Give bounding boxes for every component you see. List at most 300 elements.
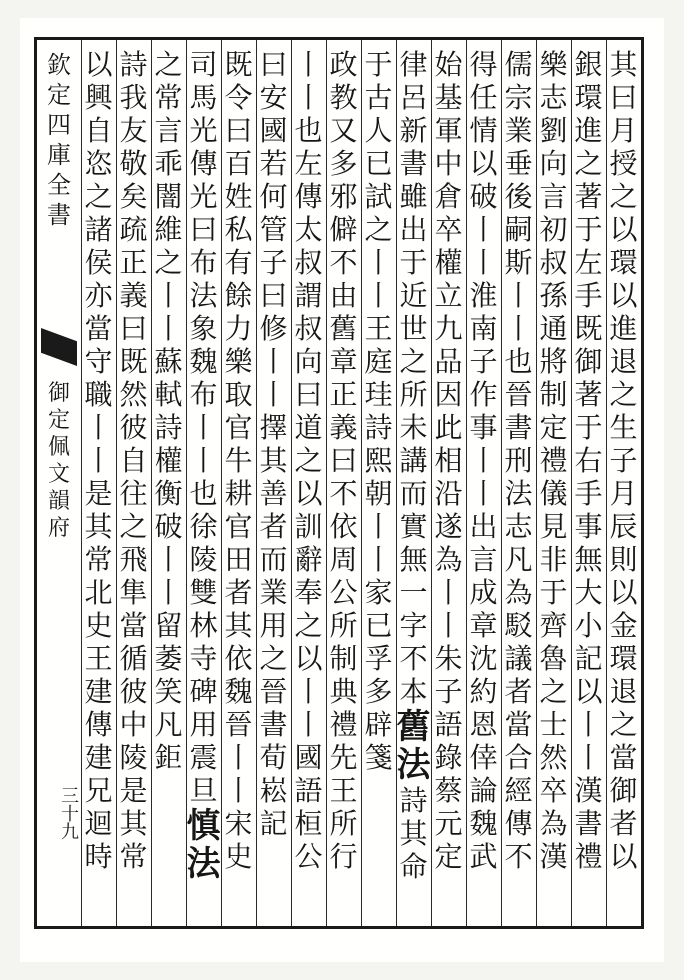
glyph: 言: [539, 180, 568, 213]
glyph: 私: [224, 213, 253, 246]
glyph: 已: [364, 609, 393, 642]
glyph: 多: [329, 147, 358, 180]
glyph: 魯: [539, 642, 568, 675]
glyph: 田: [224, 543, 253, 576]
text-column: [502, 48, 535, 918]
glyph: 辭: [294, 543, 323, 576]
glyph: 不: [399, 642, 428, 675]
text-column: [257, 48, 290, 918]
glyph: 以: [609, 840, 638, 873]
glyph: 其: [119, 807, 148, 840]
glyph: 史: [84, 609, 113, 642]
glyph: 耕: [224, 477, 253, 510]
glyph: 光: [189, 180, 218, 213]
glyph: 志: [539, 81, 568, 114]
glyph: 以: [84, 48, 113, 81]
glyph: 宗: [504, 81, 533, 114]
glyph: 生: [609, 411, 638, 444]
text-column: [187, 48, 220, 918]
glyph: 何: [259, 180, 288, 213]
glyph: 又: [329, 114, 358, 147]
glyph: 定: [434, 840, 463, 873]
glyph: 也: [189, 477, 218, 510]
glyph: 姓: [224, 180, 253, 213]
glyph: 震: [189, 741, 218, 774]
glyph: 桓: [294, 807, 323, 840]
glyph: 丨: [364, 279, 393, 312]
glyph: 舊: [329, 312, 358, 345]
glyph: 樂: [224, 345, 253, 378]
glyph: 力: [224, 312, 253, 345]
glyph: 業: [259, 576, 288, 609]
glyph: 宋: [224, 807, 253, 840]
glyph: 丨: [189, 411, 218, 444]
glyph: 曰: [224, 114, 253, 147]
glyph: 法: [504, 477, 533, 510]
glyph: 矣: [119, 180, 148, 213]
glyph: 牛: [224, 444, 253, 477]
glyph: 丨: [504, 312, 533, 345]
glyph: 者: [609, 807, 638, 840]
glyph: 傳: [504, 807, 533, 840]
glyph: 正: [329, 378, 358, 411]
glyph: 于: [399, 246, 428, 279]
text-column: [117, 48, 150, 918]
glyph: 雖: [399, 180, 428, 213]
glyph: 義: [329, 411, 358, 444]
glyph: 權: [154, 444, 183, 477]
glyph: 王: [84, 642, 113, 675]
glyph: 始: [434, 48, 463, 81]
glyph: 軍: [434, 114, 463, 147]
glyph: 庭: [364, 345, 393, 378]
glyph: 而: [399, 477, 428, 510]
text-column: [82, 48, 115, 918]
glyph: 擇: [259, 411, 288, 444]
glyph: 月: [609, 114, 638, 147]
glyph: 倖: [469, 741, 498, 774]
glyph: 立: [434, 279, 463, 312]
glyph: 向: [539, 147, 568, 180]
glyph: 之: [574, 147, 603, 180]
glyph: 建: [84, 741, 113, 774]
text-column: [467, 48, 500, 918]
glyph: 既: [119, 345, 148, 378]
glyph: 義: [119, 279, 148, 312]
glyph: 之: [364, 213, 393, 246]
glyph: 丨: [294, 675, 323, 708]
glyph: 傳: [294, 180, 323, 213]
glyph: 語: [294, 774, 323, 807]
glyph: 太: [294, 213, 323, 246]
glyph: 得: [469, 48, 498, 81]
glyph: 丨: [84, 444, 113, 477]
glyph: 小: [574, 609, 603, 642]
glyph: 荀: [259, 741, 288, 774]
glyph: 丨: [154, 312, 183, 345]
glyph: 近: [399, 279, 428, 312]
glyph: 官: [224, 411, 253, 444]
glyph: 魏: [189, 345, 218, 378]
glyph: 訓: [294, 510, 323, 543]
glyph: 晉: [504, 378, 533, 411]
glyph: 笑: [154, 675, 183, 708]
glyph: 安: [259, 81, 288, 114]
glyph: 官: [224, 510, 253, 543]
glyph: 詩: [154, 411, 183, 444]
glyph: 朝: [364, 477, 393, 510]
glyph: 南: [469, 312, 498, 345]
glyph: 迴: [84, 807, 113, 840]
glyph: 之: [294, 609, 323, 642]
glyph: 語: [434, 708, 463, 741]
glyph: 以: [294, 642, 323, 675]
glyph: 衡: [154, 477, 183, 510]
glyph: 依: [224, 642, 253, 675]
glyph: 子: [609, 444, 638, 477]
glyph: 武: [469, 840, 498, 873]
text-column: [292, 48, 325, 918]
glyph: 章: [329, 345, 358, 378]
glyph: 箋: [364, 741, 393, 774]
glyph: 其: [84, 510, 113, 543]
glyph: 孫: [539, 279, 568, 312]
glyph: 則: [609, 543, 638, 576]
glyph: 駁: [504, 609, 533, 642]
glyph: 于: [574, 213, 603, 246]
glyph: 往: [119, 477, 148, 510]
glyph: 侯: [84, 246, 113, 279]
glyph: 卒: [434, 213, 463, 246]
library-title-char: 書: [47, 201, 71, 229]
glyph: 世: [399, 312, 428, 345]
glyph: 既: [224, 48, 253, 81]
glyph: 常: [84, 543, 113, 576]
glyph: 王: [364, 312, 393, 345]
glyph: 丨: [294, 708, 323, 741]
glyph: 之: [609, 378, 638, 411]
glyph: 朱: [434, 642, 463, 675]
glyph: 右: [574, 444, 603, 477]
glyph: 時: [84, 840, 113, 873]
glyph: 彼: [119, 675, 148, 708]
glyph: 也: [504, 345, 533, 378]
glyph: 興: [84, 81, 113, 114]
glyph: 丨: [574, 708, 603, 741]
glyph: 中: [434, 147, 463, 180]
glyph: 漢: [574, 774, 603, 807]
glyph: 齊: [539, 609, 568, 642]
glyph: 然: [119, 378, 148, 411]
glyph: 國: [259, 114, 288, 147]
glyph: 之: [84, 180, 113, 213]
glyph: 律: [399, 48, 428, 81]
glyph: 兄: [84, 774, 113, 807]
glyph: 出: [469, 510, 498, 543]
library-title-char: 定: [47, 81, 71, 109]
glyph: 沿: [434, 477, 463, 510]
glyph: 破: [154, 510, 183, 543]
glyph: 馬: [189, 81, 218, 114]
glyph: 循: [119, 642, 148, 675]
glyph: 旦: [189, 774, 218, 807]
glyph: 行: [329, 840, 358, 873]
glyph: 凡: [154, 708, 183, 741]
glyph: 之: [119, 510, 148, 543]
glyph: 我: [119, 81, 148, 114]
glyph: 破: [469, 180, 498, 213]
glyph: 不: [329, 477, 358, 510]
glyph: 之: [154, 48, 183, 81]
glyph: 嗣: [504, 213, 533, 246]
glyph: 疏: [119, 213, 148, 246]
glyph: 北: [84, 576, 113, 609]
glyph: 丨: [189, 444, 218, 477]
glyph: 史: [224, 840, 253, 873]
glyph: 相: [434, 444, 463, 477]
glyph: 以: [609, 213, 638, 246]
glyph: 環: [609, 246, 638, 279]
glyph: 丨: [434, 609, 463, 642]
glyph: 後: [504, 180, 533, 213]
glyph: 當: [119, 609, 148, 642]
glyph: 正: [119, 246, 148, 279]
glyph: 士: [539, 708, 568, 741]
glyph: 碑: [189, 675, 218, 708]
glyph: 崧: [259, 774, 288, 807]
glyph: 丨: [469, 477, 498, 510]
glyph: 百: [224, 147, 253, 180]
glyph: 晉: [224, 708, 253, 741]
glyph: 寺: [189, 642, 218, 675]
glyph: 典: [329, 675, 358, 708]
glyph: 建: [84, 675, 113, 708]
glyph: 所: [399, 378, 428, 411]
glyph: 手: [574, 477, 603, 510]
glyph: 品: [434, 345, 463, 378]
glyph: 辰: [609, 510, 638, 543]
glyph: 所: [329, 609, 358, 642]
glyph: 以: [609, 576, 638, 609]
glyph: 刑: [504, 444, 533, 477]
text-frame: [34, 37, 644, 929]
glyph: 制: [329, 642, 358, 675]
text-column: [327, 48, 360, 918]
glyph: 公: [294, 840, 323, 873]
glyph: 成: [469, 576, 498, 609]
glyph: 光: [189, 114, 218, 147]
glyph: 手: [574, 279, 603, 312]
glyph: 詩: [399, 784, 428, 817]
glyph: 禮: [539, 444, 568, 477]
glyph: 司: [189, 48, 218, 81]
glyph: 職: [84, 378, 113, 411]
glyph: 曰: [294, 378, 323, 411]
book-title-char: 府: [47, 516, 70, 541]
glyph: 之: [294, 444, 323, 477]
glyph: 由: [329, 279, 358, 312]
glyph: 之: [609, 180, 638, 213]
glyph: 鉅: [154, 741, 183, 774]
glyph: 守: [84, 345, 113, 378]
glyph: 不: [504, 840, 533, 873]
glyph: 王: [329, 774, 358, 807]
glyph: 以: [469, 147, 498, 180]
text-column: [397, 48, 430, 918]
glyph: 丨: [259, 378, 288, 411]
glyph: 傳: [189, 147, 218, 180]
glyph: 依: [329, 510, 358, 543]
book-title-char: 韻: [47, 489, 70, 514]
glyph: 管: [259, 213, 288, 246]
glyph: 用: [189, 708, 218, 741]
glyph: 新: [399, 114, 428, 147]
glyph: 象: [189, 312, 218, 345]
text-column: [152, 48, 185, 918]
glyph: 無: [399, 543, 428, 576]
glyph: 于: [539, 576, 568, 609]
text-column: [222, 48, 255, 918]
glyph: 餘: [224, 279, 253, 312]
glyph: 定: [539, 411, 568, 444]
glyph: 為: [504, 576, 533, 609]
glyph: 曰: [609, 81, 638, 114]
glyph: 政: [329, 48, 358, 81]
glyph: 維: [154, 213, 183, 246]
glyph: 金: [609, 609, 638, 642]
glyph: 乖: [154, 147, 183, 180]
glyph: 事: [574, 510, 603, 543]
glyph: 子: [259, 246, 288, 279]
library-title-char: 庫: [47, 141, 71, 169]
text-column: [362, 48, 395, 918]
glyph: 大: [574, 576, 603, 609]
glyph: 公: [329, 576, 358, 609]
glyph: 敬: [119, 147, 148, 180]
glyph: 修: [259, 312, 288, 345]
glyph: 命: [399, 850, 428, 883]
page-number: 三十九: [58, 786, 79, 840]
glyph: 子: [434, 675, 463, 708]
glyph: 先: [329, 741, 358, 774]
glyph: 自: [119, 444, 148, 477]
glyph: 已: [364, 147, 393, 180]
glyph: 丨: [469, 246, 498, 279]
glyph: 權: [434, 246, 463, 279]
glyph: 取: [224, 378, 253, 411]
glyph: 言: [469, 543, 498, 576]
glyph: 非: [539, 543, 568, 576]
glyph: 人: [364, 114, 393, 147]
glyph: 所: [329, 807, 358, 840]
library-title: [37, 50, 81, 230]
glyph: 丨: [364, 246, 393, 279]
glyph: 蔡: [434, 774, 463, 807]
glyph: 進: [609, 312, 638, 345]
glyph: 之: [154, 246, 183, 279]
glyph: 以: [609, 279, 638, 312]
glyph: 是: [119, 774, 148, 807]
glyph: 道: [294, 411, 323, 444]
glyph: 書: [259, 708, 288, 741]
glyph: 丨: [504, 279, 533, 312]
glyph: 恣: [84, 147, 113, 180]
glyph: 丨: [574, 741, 603, 774]
glyph: 任: [469, 81, 498, 114]
glyph: 孚: [364, 642, 393, 675]
glyph: 丨: [154, 576, 183, 609]
glyph: 樂: [539, 48, 568, 81]
column-area: [37, 40, 641, 926]
library-title-char: 四: [47, 111, 71, 139]
glyph: 丨: [259, 345, 288, 378]
glyph: 字: [399, 609, 428, 642]
fish-tail-mark-icon: [41, 328, 77, 366]
glyph: 丨: [364, 543, 393, 576]
glyph: 左: [294, 147, 323, 180]
glyph: 古: [364, 81, 393, 114]
glyph: 業: [504, 114, 533, 147]
glyph: 恩: [469, 708, 498, 741]
glyph: 合: [504, 741, 533, 774]
glyph: 九: [434, 312, 463, 345]
glyph: 既: [574, 312, 603, 345]
glyph: 言: [154, 114, 183, 147]
glyph: 進: [574, 114, 603, 147]
glyph: 御: [574, 345, 603, 378]
glyph: 章: [469, 609, 498, 642]
library-title-char: 欽: [47, 51, 71, 79]
glyph: 未: [399, 411, 428, 444]
glyph: 書: [504, 411, 533, 444]
glyph: 丨: [294, 81, 323, 114]
glyph: 奉: [294, 576, 323, 609]
glyph: 事: [469, 411, 498, 444]
glyph: 月: [609, 477, 638, 510]
glyph: 當: [609, 741, 638, 774]
glyph: 珪: [364, 378, 393, 411]
glyph: 晉: [259, 675, 288, 708]
glyph: 丨: [294, 48, 323, 81]
glyph: 向: [294, 345, 323, 378]
text-column: [607, 48, 640, 918]
glyph: 陵: [119, 741, 148, 774]
glyph: 丨: [224, 774, 253, 807]
glyph: 丨: [84, 411, 113, 444]
glyph: 多: [364, 675, 393, 708]
glyph: 授: [609, 147, 638, 180]
glyph: 因: [434, 378, 463, 411]
glyph: 是: [84, 477, 113, 510]
glyph: 陵: [189, 543, 218, 576]
glyph: 留: [154, 609, 183, 642]
glyph: 之: [399, 345, 428, 378]
glyph: 若: [259, 147, 288, 180]
glyph: 以: [574, 675, 603, 708]
glyph: 斯: [504, 246, 533, 279]
glyph: 令: [224, 81, 253, 114]
headword: 舊法: [396, 707, 431, 785]
glyph: 然: [539, 741, 568, 774]
glyph: 論: [469, 774, 498, 807]
headword: 慎法: [186, 806, 221, 884]
glyph: 友: [119, 114, 148, 147]
glyph: 蘇: [154, 345, 183, 378]
text-column: [537, 48, 570, 918]
glyph: 而: [259, 543, 288, 576]
glyph: 闇: [154, 180, 183, 213]
glyph: 將: [539, 345, 568, 378]
